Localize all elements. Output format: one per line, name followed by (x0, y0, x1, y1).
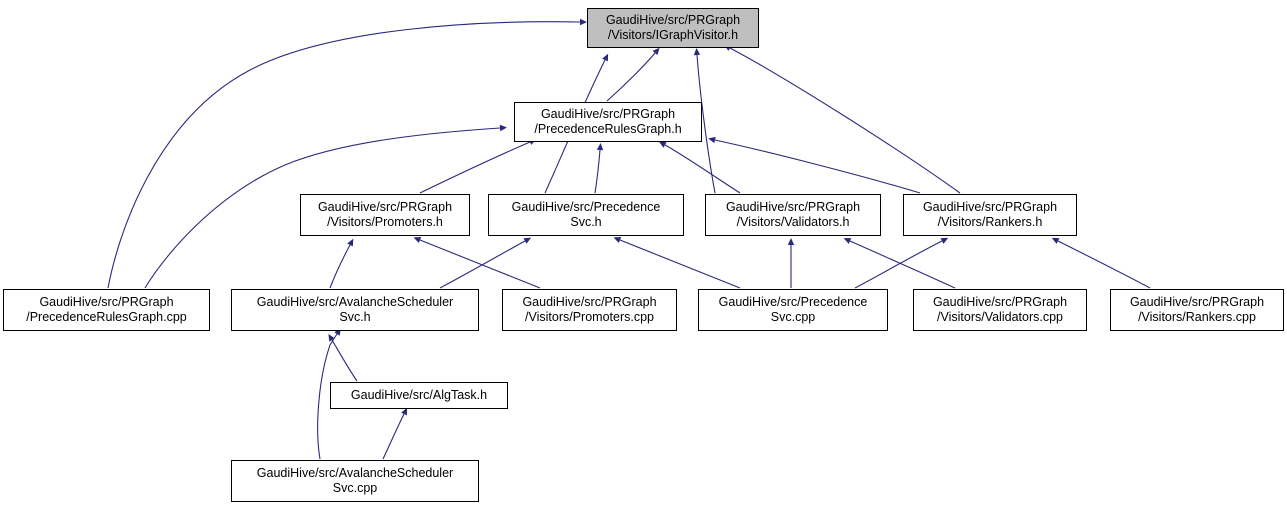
graph-node-precedencesvc_h[interactable] (488, 194, 684, 236)
graph-node-label-line: GaudiHive/src/PRGraph (39, 295, 174, 309)
graph-edge-precedencerulesgraph_cpp-to-igraphvisitor (108, 22, 580, 288)
graph-node-precedencerulesgraph_h[interactable] (514, 102, 702, 142)
graph-node-label-line: GaudiHive/src/Precedence (511, 200, 661, 214)
graph-node-label-line: GaudiHive/src/PRGraph (317, 200, 453, 214)
graph-arrowhead (523, 238, 531, 244)
graph-arrowhead (694, 48, 700, 55)
graph-node-label-line: Svc.h (339, 310, 371, 324)
graph-node-avalancheschedulersvc_cpp[interactable] (231, 460, 479, 502)
graph-node-label-line: GaudiHive/src/PRGraph (932, 295, 1068, 309)
graph-arrowhead (1052, 238, 1060, 244)
graph-node-igraphvisitor[interactable] (587, 8, 759, 48)
graph-node-label-line: /PrecedenceRulesGraph.cpp (26, 310, 187, 324)
graph-node-label-line: /Visitors/Promoters.h (327, 215, 443, 229)
graph-arrowhead (844, 238, 852, 244)
graph-arrowhead (580, 19, 587, 25)
graph-node-label-line: /PrecedenceRulesGraph.h (534, 122, 682, 136)
graph-edge-precedencesvc_cpp-to-precedencesvc_h (620, 240, 740, 288)
graph-node-label-line: /Visitors/IGraphVisitor.h (607, 28, 739, 42)
graph-edge-precedencesvc_h-to-precedencerulesgraph_h (595, 150, 600, 193)
graph-edge-rankers_h-to-igraphvisitor (730, 48, 960, 193)
graph-edge-algtask_h-to-avalancheschedulersvc_h (332, 340, 357, 381)
graph-node-validators_h[interactable] (705, 194, 881, 236)
graph-arrowhead (602, 54, 608, 62)
graph-node-validators_cpp[interactable] (913, 289, 1087, 331)
graph-arrowhead (659, 142, 667, 148)
graph-arrowhead (347, 239, 353, 247)
graph-node-label-line: Svc.cpp (332, 481, 378, 495)
graph-edge-rankers_h-to-precedencerulesgraph_h (715, 140, 920, 193)
graph-arrowhead (653, 48, 660, 55)
graph-arrowhead (941, 238, 949, 244)
graph-node-label-line: GaudiHive/src/PRGraph (922, 200, 1058, 214)
graph-edge-avalancheschedulersvc_h-to-precedencesvc_h (440, 241, 525, 288)
graph-edge-validators_cpp-to-validators_h (850, 241, 955, 288)
graph-edge-promoters_h-to-precedencerulesgraph_h (420, 142, 530, 193)
graph-arrowhead (500, 125, 507, 131)
graph-edge-promoters_cpp-to-promoters_h (420, 240, 540, 288)
graph-node-promoters_cpp[interactable] (502, 289, 677, 331)
graph-node-label-line: Svc.cpp (770, 310, 816, 324)
graph-edge-rankers_cpp-to-rankers_h (1058, 241, 1150, 288)
graph-node-label-line: GaudiHive/src/AvalancheScheduler (256, 295, 454, 309)
graph-node-rankers_h[interactable] (903, 194, 1077, 236)
graph-node-label-line: GaudiHive/src/PRGraph (522, 295, 657, 309)
graph-node-label-line: /Visitors/Rankers.h (937, 215, 1043, 229)
graph-node-label-line: GaudiHive/src/Precedence (718, 295, 868, 309)
graph-arrowhead (708, 137, 716, 143)
graph-node-promoters_h[interactable] (300, 194, 470, 236)
graph-arrowhead (414, 237, 422, 243)
graph-edge-validators_h-to-precedencerulesgraph_h (665, 145, 740, 193)
graph-node-label-line: Svc.h (570, 215, 602, 229)
graph-node-label-line: GaudiHive/src/PRGraph (605, 13, 741, 27)
graph-node-label-line: GaudiHive/src/AlgTask.h (350, 388, 488, 402)
graph-node-rankers_cpp[interactable] (1110, 289, 1284, 331)
graph-edge-precedencerulesgraph_h-to-igraphvisitor (607, 53, 655, 101)
graph-arrowhead (788, 238, 794, 245)
graph-node-label-line: GaudiHive/src/PRGraph (1129, 295, 1265, 309)
graph-node-avalancheschedulersvc_h[interactable] (231, 289, 479, 331)
graph-node-precedencerulesgraph_cpp[interactable] (3, 289, 210, 331)
graph-edge-avalancheschedulersvc_h-to-promoters_h (330, 245, 350, 288)
graph-node-label-line: /Visitors/Validators.h (736, 215, 850, 229)
graph-edge-precedencesvc_cpp-to-rankers_h (855, 241, 942, 288)
graph-arrowhead (328, 334, 334, 342)
graph-node-label-line: /Visitors/Validators.cpp (937, 310, 1063, 324)
graph-node-precedencesvc_cpp[interactable] (698, 289, 888, 331)
graph-edge-avalancheschedulersvc_cpp-to-algtask_h (383, 414, 404, 459)
graph-node-label-line: /Visitors/Rankers.cpp (1138, 310, 1256, 324)
graph-arrowhead (597, 143, 603, 150)
graph-node-label-line: GaudiHive/src/PRGraph (725, 200, 861, 214)
graph-node-label-line: GaudiHive/src/AvalancheScheduler (256, 466, 454, 480)
graph-node-algtask_h[interactable] (330, 382, 508, 409)
graph-arrowhead (614, 237, 622, 243)
graph-node-label-line: /Visitors/Promoters.cpp (525, 310, 654, 324)
graph-node-label-line: GaudiHive/src/PRGraph (540, 107, 676, 121)
